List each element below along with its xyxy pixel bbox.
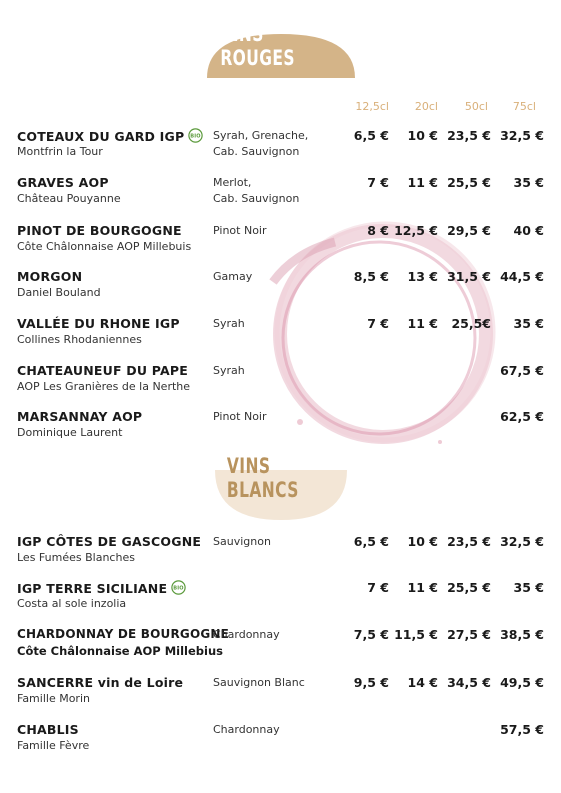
price-75cl: 35 € — [513, 316, 544, 331]
wine-producer: Dominique Laurent — [17, 426, 123, 439]
wine-row — [0, 675, 561, 711]
price-12-5cl: 6,5 € — [353, 534, 389, 549]
wine-name: MARSANNAY AOP — [17, 409, 143, 424]
wine-name: CHARDONNAY DE BOURGOGNE — [17, 627, 230, 641]
price-75cl: 32,5 € — [500, 534, 544, 549]
grape-variety: Gamay — [213, 270, 253, 283]
price-12-5cl: 8,5 € — [353, 269, 389, 284]
grape-variety: Merlot, Cab. Sauvignon — [213, 176, 300, 205]
size-header: 75cl — [512, 100, 536, 113]
price-75cl: 49,5 € — [500, 675, 544, 690]
grape-variety: Pinot Noir — [213, 410, 267, 423]
price-12-5cl: 7 € — [367, 316, 389, 331]
wine-name: MORGON — [17, 269, 83, 284]
price-75cl: 44,5 € — [500, 269, 544, 284]
svg-text:BIO: BIO — [173, 585, 184, 592]
wine-producer: Daniel Bouland — [17, 286, 101, 299]
price-75cl: 67,5 € — [500, 363, 544, 378]
wine-producer: Château Pouyanne — [17, 192, 121, 205]
price-50cl: 29,5 € — [447, 223, 491, 238]
svg-text:BIO: BIO — [190, 133, 202, 140]
wine-row — [0, 409, 561, 445]
wine-row — [0, 627, 561, 663]
price-20cl: 10 € — [407, 128, 438, 143]
wine-name: SANCERRE vin de Loire — [17, 675, 184, 690]
price-20cl: 12,5 € — [394, 223, 438, 238]
price-75cl: 32,5 € — [500, 128, 544, 143]
grape-variety: Syrah, Grenache, Cab. Sauvignon — [213, 129, 309, 158]
wine-producer: Montfrin la Tour — [17, 145, 103, 158]
wine-name: VALLÉE DU RHONE IGP — [17, 316, 180, 331]
wine-producer: Côte Châlonnaise AOP Millebuis — [17, 240, 192, 253]
price-50cl: 25,5€ — [451, 316, 491, 331]
price-12-5cl: 6,5 € — [353, 128, 389, 143]
bio-badge-icon — [188, 128, 203, 143]
price-20cl: 11,5 € — [394, 627, 438, 642]
grape-variety: Chardonnay — [213, 723, 280, 736]
wine-row — [0, 269, 561, 305]
price-75cl: 38,5 € — [500, 627, 544, 642]
grape-variety: Sauvignon — [213, 535, 271, 548]
price-50cl: 23,5 € — [447, 534, 491, 549]
wine-row — [0, 363, 561, 399]
wine-name: COTEAUX DU GARD IGP BIO — [17, 128, 203, 144]
grape-variety: Syrah — [213, 364, 245, 377]
grape-variety: Sauvignon Blanc — [213, 676, 305, 689]
wine-row — [0, 580, 561, 616]
grape-variety: Chardonnay — [213, 628, 280, 641]
price-12-5cl: 7 € — [367, 580, 389, 595]
price-75cl: 57,5 € — [500, 722, 544, 737]
wine-name: IGP CÔTES DE GASCOGNE — [17, 534, 202, 549]
price-12-5cl: 7,5 € — [353, 627, 389, 642]
price-75cl: 62,5 € — [500, 409, 544, 424]
price-12-5cl: 8 € — [367, 223, 389, 238]
wine-row — [0, 722, 561, 758]
grape-variety: Syrah — [213, 317, 245, 330]
wine-producer: Côte Châlonnaise AOP Millebius — [17, 644, 223, 658]
wine-producer: Famille Fèvre — [17, 739, 90, 752]
price-75cl: 35 € — [513, 580, 544, 595]
wine-producer: Les Fumées Blanches — [17, 551, 135, 564]
wine-name: IGP TERRE SICILIANE BIO — [17, 580, 186, 596]
section-banner-blancs — [215, 454, 347, 520]
price-50cl: 25,5 € — [447, 580, 491, 595]
wine-name: CHABLIS — [17, 722, 79, 737]
price-20cl: 11 € — [407, 175, 438, 190]
wine-row — [0, 223, 561, 259]
size-header: 50cl — [464, 100, 488, 113]
wine-row — [0, 128, 561, 164]
wine-name: PINOT DE BOURGOGNE — [17, 223, 182, 238]
wine-producer: Collines Rhodaniennes — [17, 333, 142, 346]
size-header: 12,5cl — [355, 100, 389, 113]
wine-row — [0, 175, 561, 211]
size-header: 20cl — [414, 100, 438, 113]
price-50cl: 23,5 € — [447, 128, 491, 143]
price-12-5cl: 9,5 € — [353, 675, 389, 690]
price-50cl: 25,5 € — [447, 175, 491, 190]
price-20cl: 14 € — [407, 675, 438, 690]
price-50cl: 34,5 € — [447, 675, 491, 690]
price-12-5cl: 7 € — [367, 175, 389, 190]
wine-producer: Costa al sole inzolia — [17, 597, 127, 610]
section-banner-rouges — [207, 22, 355, 78]
wine-row — [0, 534, 561, 570]
price-20cl: 13 € — [407, 269, 438, 284]
wine-producer: Famille Morin — [17, 692, 90, 705]
price-50cl: 27,5 € — [447, 627, 491, 642]
price-75cl: 40 € — [513, 223, 544, 238]
price-75cl: 35 € — [513, 175, 544, 190]
price-50cl: 31,5 € — [447, 269, 491, 284]
grape-variety: Pinot Noir — [213, 224, 267, 237]
wine-name: GRAVES AOP — [17, 175, 109, 190]
section-title: VINS BLANCS — [226, 454, 299, 502]
bio-badge-icon — [171, 580, 186, 595]
price-20cl: 10 € — [407, 534, 438, 549]
wine-row — [0, 316, 561, 352]
wine-name: CHATEAUNEUF DU PAPE — [17, 363, 188, 378]
wine-producer: AOP Les Granières de la Nerthe — [17, 380, 191, 393]
price-20cl: 11 € — [407, 316, 438, 331]
section-title: VINS ROUGES — [220, 22, 295, 70]
price-20cl: 11 € — [407, 580, 438, 595]
